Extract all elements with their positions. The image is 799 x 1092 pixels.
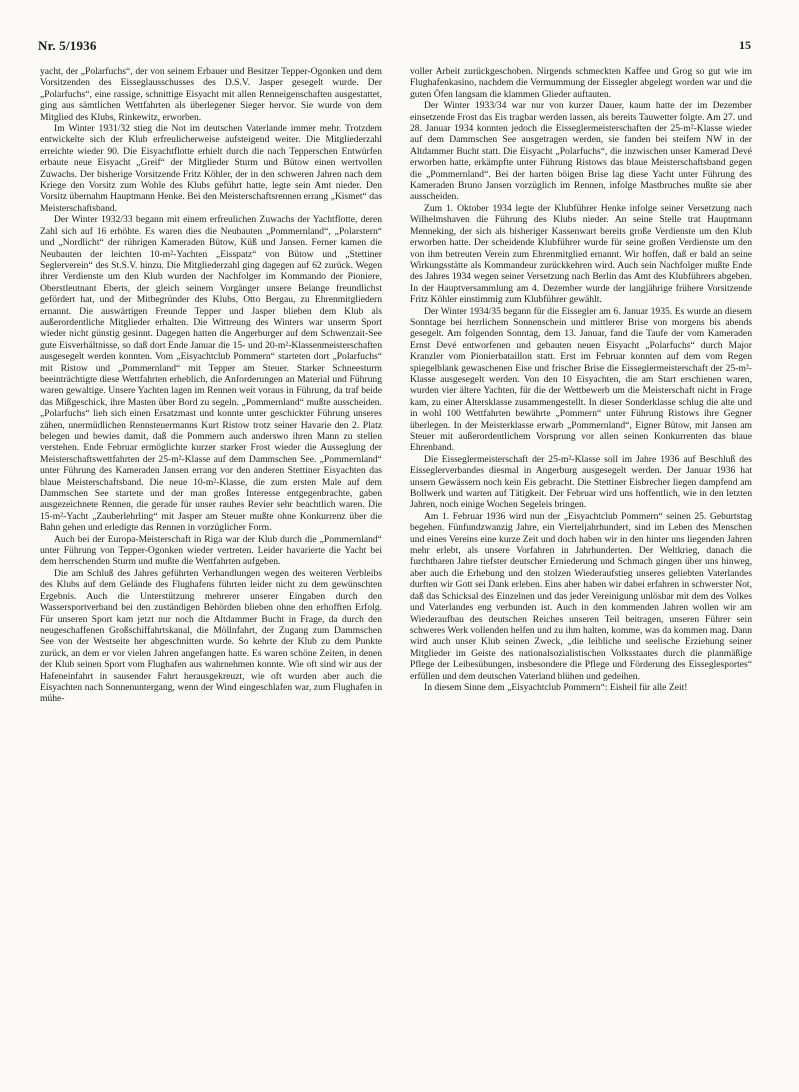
paragraph: In diesem Sinne dem „Eisyachtclub Pommern“: Eisheil für alle Zeit! xyxy=(424,681,688,693)
paragraph: Im Winter 1931/32 stieg die Not im deutschen Vaterlande immer mehr. Trotzdem entwickelte sich der Klub erfreulicherweise aufsteigend weiter. Die Mitgliederzahl erreichte wieder 90. Die Eisyachtflotte erhielt durch die nach Tepperschen Entwürfen erbaute neue Eisyacht „Greif“ der Mitglieder Sturm und Bütow einen wertvollen Zuwachs. Der bisherige Vorsitzende Fritz Köhler, der in den schweren Jahren nach dem Kriege den Vorsitz zum Wohle des Klubs geführt hatte, legte sein Amt nieder. Den Vorsitz übernahm Hauptmann Henke. Bei den Meisterschaftsrennen errang „Kismet“ das Meisterschaftsband. xyxy=(40,123,382,214)
left-column xyxy=(40,66,382,705)
issue-number: Nr. 5/1936 xyxy=(38,38,97,53)
page-number: 15 xyxy=(739,38,751,52)
paragraph: yacht, der „Polarfuchs“, der von seinem Erbauer und Besitzer Tepper-Ogonken und dem Vorsitzenden des Eisseglausschusses des D.S.V. Jasper gesegelt wurde. Der „Polarfuchs“, eine rassige, schnittige Eisyacht mit allen Renneigenschaften ausgestattet, ging aus sämtlichen Wettfahrten als überlegener Sieger hervor. Sie wurde von dem Mitglied des Klubs, Rinkewitz, erworben. xyxy=(40,66,382,123)
paragraph: Auch bei der Europa-Meisterschaft in Riga war der Klub durch die „Pommernland“ unter Führung von Tepper-Ogonken wieder vertreten. Leider havarierte die Yacht bei dem herrschenden Sturm und mußte die Wettfahrten aufgeben. xyxy=(40,533,382,568)
paragraph: Der Winter 1933/34 war nur von kurzer Dauer, kaum hatte der im Dezember einsetzende Frost das Eis tragbar werden lassen, als bereits Tauwetter folgte. Am 27. und 28. Januar 1934 konnten jedoch die Eisseglermeisterschaften der 25-m²-Klasse wieder auf dem Dammschen See ausgetragen werden, sie fanden bei steifem NW in der Altdammer Bucht statt. Die Eisyacht „Polarfuchs“, die inzwischen unser Kamerad Devé erworben hatte, erkämpfte unter Führung Ristows das blaue Meisterschaftsband gegen die „Pommernland“. Bei der harten böigen Brise lag diese Yacht unter Führung des Kameraden Bruno Jansen vorzüglich im Rennen, infolge Mastbruches mußte sie aber ausscheiden. xyxy=(410,100,752,203)
paragraph: Die am Schluß des Jahres geführten Verhandlungen wegen des weiteren Verbleibs des Klubs auf dem Gelände des Flughafens führten leider nicht zu dem gewünschten Ergebnis. Auch die Unterstützung mehrerer unserer Eingaben durch den Wassersportverband bei den zuständigen Behörden blieben ohne den erhofften Erfolg. Für unseren Sport kam jetzt nur noch die Altdammer Bucht in Frage, da durch den neugeschaffenen Großschiffahrtskanal, die Möllnfahrt, der Zugang zum Dammschen See von der Westseite her abgeschnitten wurde. So kehrte der Klub zu dem Punkte zurück, an dem er vor vielen Jahren angefangen hatte. Es waren schöne Zeiten, in denen der Klub seinen Sport vom Flughafen aus wahrnehmen konnte. Wie oft sind wir aus der Hafeneinfahrt in sausender Fahrt herausgekreuzt, wie oft wurden aber auch die Eisyachten nach Sonnenuntergang, wenn der Wind eingeschlafen war, zum Flughafen in mühe- xyxy=(40,567,382,705)
paragraph: voller Arbeit zurückgeschoben. Nirgends schmeckten Kaffee und Grog so gut wie im Flughafenkasino, nachdem die Vermummung der Eissegler abgelegt worden war und die guten Öfen langsam die klammen Glieder auftauten. xyxy=(410,66,752,100)
paragraph: Die Eisseglermeisterschaft der 25-m²-Klasse soll im Jahre 1936 auf Beschluß des Eisseglerverbandes diesmal in Angerburg ausgesegelt werden. Der Januar 1936 hat unsern Gewässern noch kein Eis gebracht. Die Stettiner Eisbrecher liegen dampfend am Bollwerk und warten auf Tätigkeit. Der Februar wird uns hoffentlich, wie in den letzten Jahren, noch einige Wochen Segeleis bringen. xyxy=(410,453,752,511)
paragraph: Der Winter 1932/33 begann mit einem erfreulichen Zuwachs der Yachtflotte, deren Zahl sich auf 16 erhöhte. Es waren dies die Neubauten „Pommernland“, „Polarstern“ und „Nordlicht“ der rührigen Kameraden Bütow, Küß und Jansen. Ferner kamen die Neubauten der leichten 10-m²-Yachten „Eisspatz“ von Bütow und „Stettiner Seglerverein“ des St.S.V. hinzu. Die Mitgliederzahl ging dagegen auf 62 zurück. Wegen ihrer Verdienste um den Klub wurden der Nachfolger im Kommando der Pioniere, Oberstleutnant Eberts, der gleich seinem Vorgänger unsere Belange freundlichst gefördert hat, und der Mitbegründer des Klubs, Otto Bergau, zu Ehrenmitgliedern ernannt. Die auswärtigen Freunde Tepper und Jasper blieben dem Klub als außerordentliche Mitglieder erhalten. Die Wittreung des Winters war unserm Sport wieder nicht günstig gesinnt. Dagegen hatten die Angerburger auf dem Schwenzait-See gute Eisverhältnisse, so daß dort Ende Januar die 15- und 20-m²-Klassenmeisterschaften ausgesegelt werden konnten. Vom „Eisyachtclub Pommern“ starteten dort „Polarfuchs“ mit Ristow und „Pommernland“ mit Tepper am Steuer. Starker Schneesturm beeinträchtigte diese Wettfahrten erheblich, die Anforderungen an Material und Führung waren gewaltige. Unsere Yachten lagen im Rennen weit voraus in Führung, da traf beide das Mißgeschick, ihre Masten über Bord zu segeln. „Pommernland“ mußte ausscheiden. „Polarfuchs“ lieh sich einen Ersatzmast und konnte unter geschickter Führung unseres zähen, unermüdlichen Rennsteuermanns Kurt Ristow trotz seiner Havarie den 2. Platz belegen und bewies damit, daß die Pommern auch anderswo ihren Mann zu stellen verstehen. Ende Februar ermöglichte kurzer starker Frost wieder die Ausseglung der Meisterschaftswettfahrten der 25-m²-Klasse auf dem Dammschen See. „Pommernland“ unter Führung des Kameraden Jansen errang vor den anderen Stettiner Eisyachten das blaue Meisterschaftsband. Die neue 10-m²-Klasse, die zum ersten Male auf dem Dammschen See startete und der man großes Interesse entgegenbrachte, gaben ausgezeichnete Rennen, die gerade für unser rauhes Revier sehr beachtlich waren. Die 15-m²-Yacht „Zauberlehrling“ mit Jasper am Steuer mußte ohne Konkurrenz über die Bahn gehen und erledigte das Rennen in vorzüglicher Form. xyxy=(40,214,382,534)
right-column xyxy=(410,66,752,693)
paragraph: Zum 1. Oktober 1934 legte der Klubführer Henke infolge seiner Versetzung nach Wilhelmshaven die Führung des Klubs nieder. An seine Stelle trat Hauptmann Menneking, der sich als bisheriger Kassenwart bereits große Verdienste um den Klub erworben hatte. Der scheidende Klubführer wurde für seine großen Verdienste um den von ihm betreuten Verein zum Ehrenmitglied ernannt. Wir hoffen, daß er bald an seine Wirkungsstätte als Kommandeur zurückkehren wird. Auch sein Nachfolger mußte Ende des Jahres 1934 wegen seiner Versetzung nach Berlin das Amt des Klubführers abgeben. In der Hauptversammlung am 4. Dezember wurde der langjährige frühere Vorsitzende Fritz Köhler einstimmig zum Klubführer gewählt. xyxy=(410,202,752,306)
paragraph: Der Winter 1934/35 begann für die Eissegler am 6. Januar 1935. Es wurde an diesem Sonntage bei herrlichem Sonnenschein und mittlerer Brise von morgens bis abends gesegelt. Am folgenden Sonntag, dem 13. Januar, fand die Taufe der vom Kameraden Ernst Devé entworfenen und gebauten neuen Eisyacht „Polarfuchs“ durch Major Kranzler vom Pionierbataillon statt. Erst im Februar konnten auf dem vom Regen spiegelblank gewaschenen Eise und frischer Brise die Eisseglermeisterschaft der 25-m²-Klasse ausgesegelt werden. Von den 10 Eisyachten, die am Start erschienen waren, wurden vier ältere Yachten, für die der Wettbewerb um die Meisterschaft nicht in Frage kam, zu einer Altersklasse zusammengestellt. In dieser Sonderklasse schlug die alte und in wohl 100 Wettfahrten bewährte „Pommern“ unter Führung Ristows ihre Gegner überlegen. In der Meisterklasse erwarb „Pommernland“, Eigner Bütow, mit Jansen am Steuer mit außerordentlichem Vorsprung vor allen seinen Konkurrenten das blaue Ehrenband. xyxy=(410,305,752,454)
paragraph: Am 1. Februar 1936 wird nun der „Eisyachtclub Pommern“ seinen 25. Geburtstag begehen. Fünfundzwanzig Jahre, ein Vierteljahrhundert, sind im Leben des Menschen und eines Vereins eine kurze Zeit und doch haben wir in den hinter uns liegenden Jahren mehr erlebt, als unsere Vorfahren in Jahrhunderten. Der Weltkrieg, danach die furchtbaren Jahre tiefster deutscher Erniederung und Schmach gingen über uns hinweg, aber auch die Erhebung und den stolzen Wiederaufstieg unseres geliebten Vaterlandes durften wir Gott sei Dank erleben. Eins aber haben wir dabei erfahren in schwerster Not, daß das Schicksal des Einzelnen und das jeder Vereinigung unlösbar mit dem des Volkes und Vaterlandes eng verbunden ist. Auch in den kommenden Jahren wollen wir am Wiederaufbau des deutschen Reiches unseren Teil beitragen, unseren Führer sein schweres Werk vollenden helfen und zu ihm halten, komme, was da kommen mag. Dann wird auch unser Klub seinen Zweck, „die leibliche und seelische Erziehung seiner Mitglieder im Geiste des nationalsozialistischen Volksstaates durch die planmäßige Pflege der Leibesübungen, insbesondere die Pflege und Förderung des Eisseglesportes“ erfüllen und dem deutschen Vaterland blühen und gedeihen. xyxy=(410,510,752,682)
